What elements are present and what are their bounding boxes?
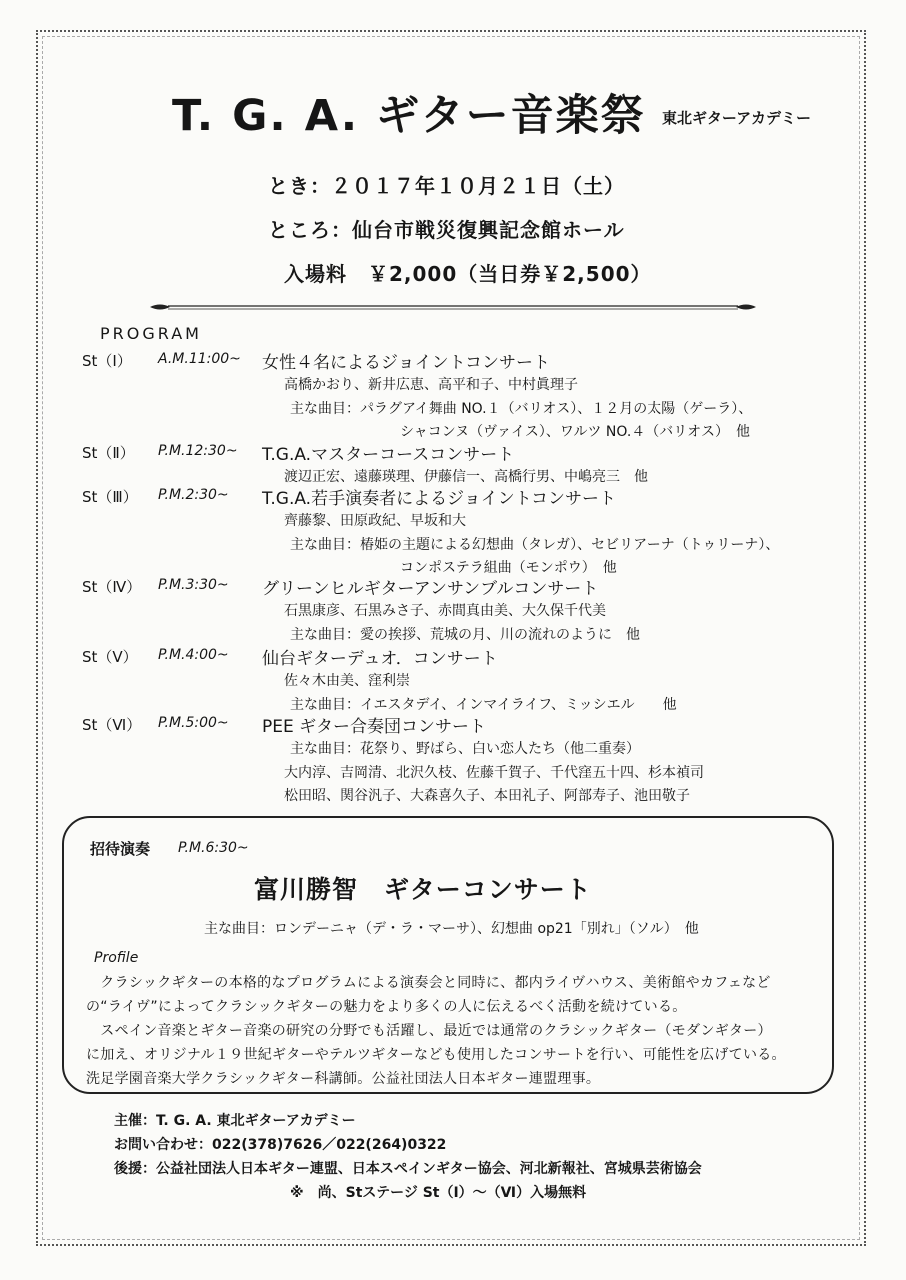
stage-label: St（Ⅰ） [82,352,132,370]
stage-detail-line: 主な曲目：パラグアイ舞曲 NO.１（バリオス）、１２月の太陽（ゲーラ）、 [290,400,753,417]
stage-label: St（Ⅲ） [82,488,138,506]
footer-support: 後援：公益社団法人日本ギター連盟、日本スペインギター協会、河北新報社、宮城県芸術協会 [114,1161,702,1177]
stage-detail-line: 松田昭、関谷汎子、大森喜久子、本田礼子、阿部寿子、池田敬子 [284,788,690,804]
guest-songs: 主な曲目：ロンデーニャ（デ・ラ・マーサ）、幻想曲 op21「別れ」（ソル） 他 [204,921,699,937]
stage-detail-line: 主な曲目：花祭り、野ばら、白い恋人たち（他二重奏） [290,741,640,757]
profile-line: に加え、オリジナル１９世紀ギターやテルツギターなども使用したコンサートを行い、可能性を広げている。 [86,1047,786,1063]
organizer-small: 東北ギターアカデミー [662,109,811,127]
footer-host: 主催：T. G. A. 東北ギターアカデミー [114,1113,356,1129]
stage-title: T.G.A.マスターコースコンサート [262,445,515,465]
stage-time: P.M.3:30~ [158,577,229,593]
guest-title: 富川勝智 ギターコンサート [254,875,592,904]
stage-detail-line: 高橋かおり、新井広恵、高平和子、中村眞理子 [284,377,578,393]
profile-line: スペイン音楽とギター音楽の研究の分野でも活躍し、最近では通常のクラシックギター（モダンギター） [86,1023,772,1039]
stage-label: St（Ⅴ） [82,648,138,666]
admission-fee: 入場料 ￥2,000（当日券￥2,500） [284,262,652,286]
stage-detail-line: 主な曲目：愛の挨拶、荒城の月、川の流れのように 他 [290,626,640,643]
stage-title: グリーンヒルギターアンサンブルコンサート [262,579,599,599]
profile-line: クラシックギターの本格的なプログラムによる演奏会と同時に、都内ライヴハウス、美術館やカフェなど [86,975,771,991]
stage-time: P.M.12:30~ [158,443,238,459]
guest-label: 招待演奏 [90,840,151,858]
stage-title: T.G.A.若手演奏者によるジョイントコンサート [262,489,617,509]
ornament-divider [150,302,756,312]
stage-detail-line: 石黒康彦、石黒みさ子、赤間真由美、大久保千代美 [284,603,606,619]
stage-detail-line: シャコンヌ（ヴァイス）、ワルツ NO.４（バリオス） 他 [400,424,751,440]
stage-time: P.M.2:30~ [158,487,229,503]
guest-time: P.M.6:30~ [178,840,249,856]
stage-title: PEE ギター合奏団コンサート [262,717,486,737]
profile-line: の“ライヴ”によってクラシックギターの魅力をより多くの人に伝えるべく活動を続けている。 [86,999,687,1015]
stage-time: A.M.11:00~ [158,351,241,367]
footer-note: ※ 尚、Stステージ St（Ⅰ）～（Ⅵ）入場無料 [290,1185,587,1201]
stage-detail-line: コンポステラ組曲（モンポウ） 他 [400,560,617,576]
stage-label: St（Ⅵ） [82,716,142,734]
event-venue: ところ：仙台市戦災復興記念館ホール [268,218,625,242]
stage-detail-line: 齊藤黎、田原政紀、早坂和大 [284,513,466,529]
stage-detail-line: 大内淳、吉岡清、北沢久枝、佐藤千賀子、千代窪五十四、杉本禎司 [284,764,704,781]
footer-contact: お問い合わせ：022(378)7626／022(264)0322 [114,1137,447,1153]
program-heading: PROGRAM [100,324,202,343]
stage-title: 仙台ギターデュオ．コンサート [262,649,498,669]
stage-detail-line: 佐々木由美、窪利崇 [284,673,410,689]
stage-label: St（Ⅱ） [82,444,135,462]
event-date: とき：２０１７年１０月２１日（土） [268,174,625,198]
stage-label: St（Ⅳ） [82,578,142,596]
stage-time: P.M.5:00~ [158,715,229,731]
stage-time: P.M.4:00~ [158,647,229,663]
stage-detail-line: 主な曲目：椿姫の主題による幻想曲（タレガ）、セビリアーナ（トゥリーナ）、 [290,536,780,553]
stage-title: 女性４名によるジョイントコンサート [262,353,550,373]
profile-label: Profile [94,950,139,966]
page-title: T. G. A. ギター音楽祭 [172,91,646,141]
profile-line: 洗足学園音楽大学クラシックギター科講師。公益社団法人日本ギター連盟理事。 [86,1071,601,1087]
stage-detail-line: 主な曲目：イエスタデイ、インマイライフ、ミッシエル 他 [290,696,677,713]
stage-detail-line: 渡辺正宏、遠藤瑛理、伊藤信一、高橋行男、中嶋亮三 他 [284,469,648,485]
